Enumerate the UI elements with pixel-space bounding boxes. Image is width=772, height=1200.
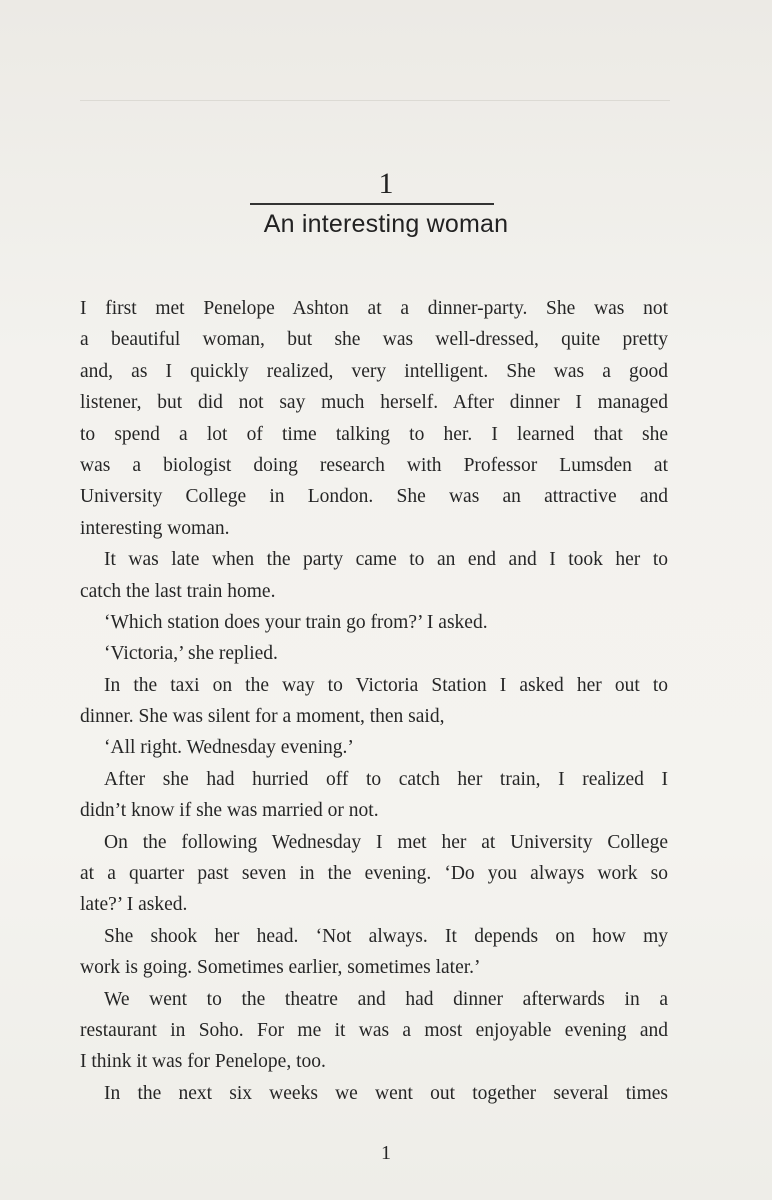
text-line: On the following Wednesday I met her at University College [104,831,668,853]
page-number: 1 [381,1142,391,1164]
text-line: ‘Which station does your train go from?’ I asked. [104,611,488,633]
text-line: dinner. She was silent for a moment, then said, [80,706,445,728]
text-line: restaurant in Soho. For me it was a most enjoyable evening and [80,1019,668,1041]
text-line: interesting woman. [80,517,230,539]
chapter-number: 1 [378,167,394,200]
chapter-body [80,293,668,1109]
chapter-divider [250,203,494,205]
text-line: a beautiful woman, but she was well-dressed, quite pretty [80,329,668,351]
text-line: I think it was for Penelope, too. [80,1051,326,1073]
text-line: ‘Victoria,’ she replied. [104,643,278,665]
text-line: at a quarter past seven in the evening. ‘Do you always work so [80,863,668,885]
text-line: She shook her head. ‘Not always. It depends on how my [104,925,668,947]
text-line: and, as I quickly realized, very intelligent. She was a good [80,360,668,382]
text-line: In the taxi on the way to Victoria Station I asked her out to [104,674,668,696]
text-line: was a biologist doing research with Professor Lumsden at [80,454,668,476]
text-line: didn’t know if she was married or not. [80,800,379,822]
text-line: In the next six weeks we went out together several times [104,1082,668,1104]
text-line: catch the last train home. [80,580,276,602]
text-line: We went to the theatre and had dinner afterwards in a [104,988,668,1010]
text-line: to spend a lot of time talking to her. I learned that she [80,423,668,445]
text-line: late?’ I asked. [80,894,188,916]
text-line: listener, but did not say much herself. After dinner I managed [80,392,668,414]
text-line: ‘All right. Wednesday evening.’ [104,737,354,759]
text-line: It was late when the party came to an end and I took her to [104,549,668,571]
text-line: I first met Penelope Ashton at a dinner-party. She was not [80,298,668,319]
text-line: After she had hurried off to catch her train, I realized I [104,768,668,790]
running-header-rule [80,100,670,101]
text-line: University College in London. She was an attractive and [80,486,668,508]
chapter-title: An interesting woman [263,210,509,238]
text-line: work is going. Sometimes earlier, sometimes later.’ [80,957,481,979]
